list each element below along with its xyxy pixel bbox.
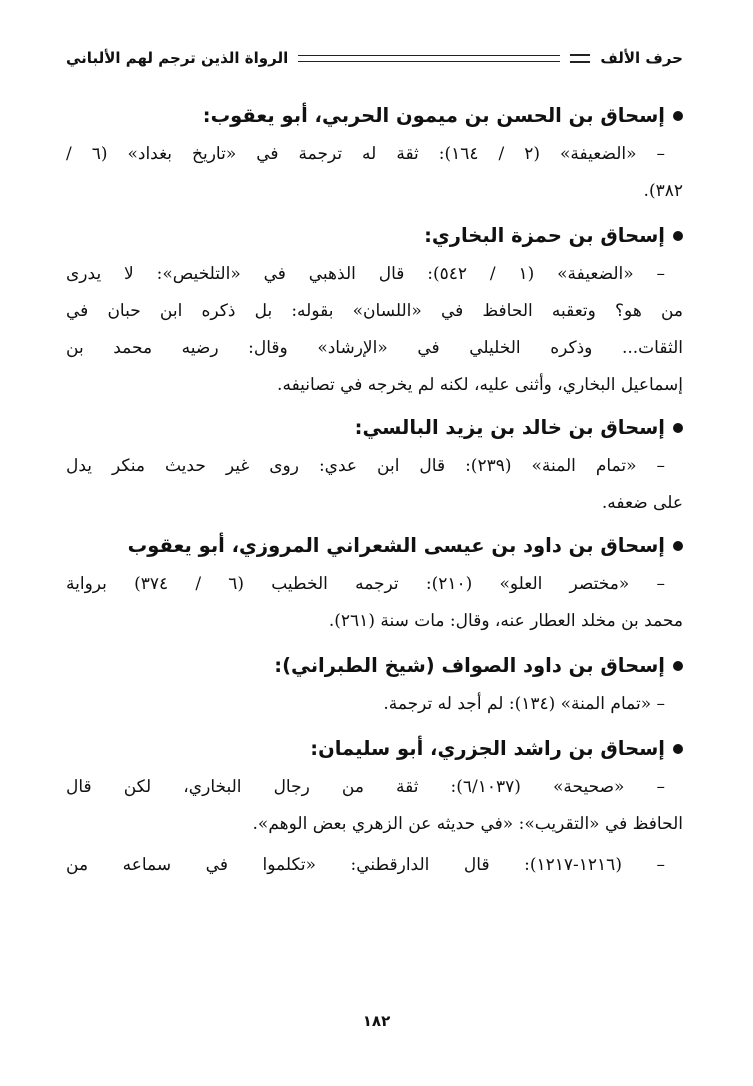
text-line: ٣٨٢). xyxy=(643,181,683,201)
text-line: الحافظ في «التقريب»: «في حديثه عن الزهري بعض الوهم». xyxy=(252,814,683,834)
entry-title xyxy=(66,646,683,686)
entry-title xyxy=(66,216,683,256)
entry-title-text: إسحاق بن داود الصواف (شيخ الطبراني): xyxy=(274,654,665,677)
text-line: – «تمام المنة» (٢٣٩): قال ابن عدي: روى غير حديث منكر يدل xyxy=(66,456,665,476)
bullet-icon xyxy=(673,231,683,241)
page-number: ١٨٢ xyxy=(362,1012,391,1030)
narrator-entry xyxy=(66,96,683,210)
entry-title-text: إسحاق بن داود بن عيسى الشعراني المروزي، أبو يعقوب xyxy=(127,534,665,557)
bullet-icon xyxy=(673,661,683,671)
page-body xyxy=(66,96,683,884)
text-line: من هو؟ وتعقبه الحافظ في «اللسان» بقوله: بل ذكره ابن حبان في xyxy=(66,301,683,321)
entry-title-text: إسحاق بن خالد بن يزيد البالسي: xyxy=(354,416,665,439)
entry-title xyxy=(66,729,683,769)
text-line: – «الضعيفة» (٢ / ١٦٤): ثقة له ترجمة في «تاريخ بغداد» (٦ / xyxy=(66,144,665,164)
entry-title-text: إسحاق بن حمزة البخاري: xyxy=(424,224,665,247)
bullet-icon xyxy=(673,423,683,433)
header-book-title: الرواة الذين ترجم لهم الألباني xyxy=(66,49,289,67)
bullet-icon xyxy=(673,744,683,754)
narrator-entry xyxy=(66,646,683,723)
text-line: – «الضعيفة» (١ / ٥٤٢): قال الذهبي في «التلخيص»: لا يدرى xyxy=(66,264,665,284)
narrator-entry xyxy=(66,526,683,640)
narrator-entry xyxy=(66,729,683,884)
text-line: – (١٢١٦-١٢١٧): قال الدارقطني: «تكلموا في سماعه من xyxy=(66,855,665,875)
text-line: محمد بن مخلد العطار عنه، وقال: مات سنة (٢٦١). xyxy=(328,611,683,631)
text-line: على ضعفه. xyxy=(601,493,683,513)
running-header xyxy=(66,44,683,72)
entry-title xyxy=(66,526,683,566)
bullet-icon xyxy=(673,111,683,121)
bullet-icon xyxy=(673,541,683,551)
text-line: – «مختصر العلو» (٢١٠): ترجمه الخطيب (٦ / ٣٧٤) برواية xyxy=(66,574,665,594)
entry-title-text: إسحاق بن راشد الجزري، أبو سليمان: xyxy=(310,737,665,760)
narrator-entry xyxy=(66,216,683,404)
text-line: – «صحيحة» (٦/١٠٣٧): ثقة من رجال البخاري، لكن قال xyxy=(66,777,665,797)
entry-title xyxy=(66,96,683,136)
header-double-rule xyxy=(298,55,560,62)
entry-title-text: إسحاق بن الحسن بن ميمون الحربي، أبو يعقوب: xyxy=(202,104,665,127)
text-line: – «تمام المنة» (١٣٤): لم أجد له ترجمة. xyxy=(383,694,665,714)
text-line: الثقات... وذكره الخليلي في «الإرشاد» وقال: رضيه محمد بن xyxy=(66,338,683,358)
entry-title xyxy=(66,408,683,448)
header-chapter-title: حرف الألف xyxy=(600,49,683,67)
text-line: إسماعيل البخاري، وأثنى عليه، لكنه لم يخرجه في تصانيفه. xyxy=(277,375,683,395)
narrator-entry xyxy=(66,408,683,522)
header-double-rule-short xyxy=(570,54,590,63)
